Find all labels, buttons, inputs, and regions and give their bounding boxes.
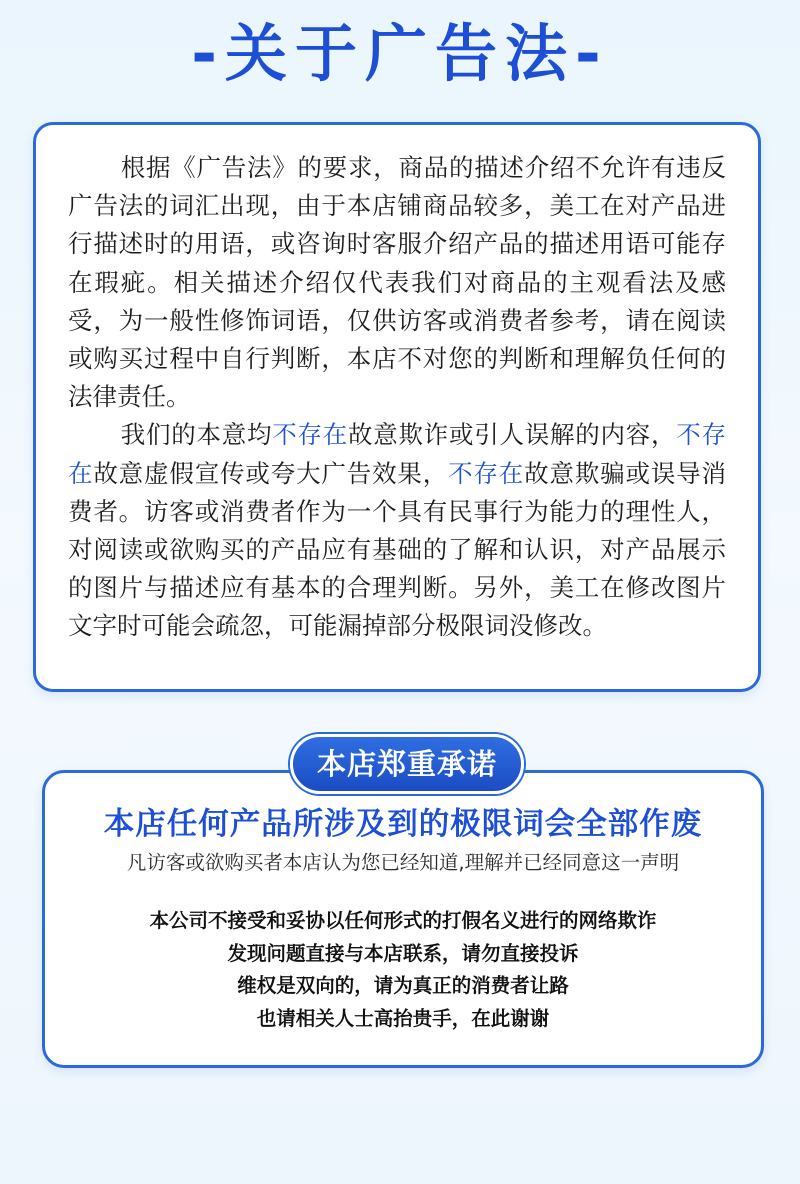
notice-paragraph-1-text: 根据《广告法》的要求，商品的描述介绍不允许有违反广告法的词汇出现，由于本店铺商品较多，美工在对产品进行描述时的用语，或咨询时客服介绍产品的描述用语可能存在瑕疵。相关描述介绍仅代表我们对商品的主观看法及感受，为一般性修饰词语，仅供访客或消费者参考，请在阅读或购买过程中自行判断，本店不对您的判断和理解负任何的法律责任。	[68, 153, 726, 412]
pledge-statement: 发现问题直接与本店联系，请勿直接投诉	[227, 941, 579, 965]
notice-paragraph-2	[68, 416, 726, 645]
notice-paragraph-1	[68, 149, 726, 416]
pledge-statement: 本公司不接受和妥协以任何形式的打假名义进行的网络欺诈	[149, 909, 657, 932]
pledge-statements	[45, 905, 761, 1035]
pledge-card	[42, 770, 764, 1068]
notice-text-segment: 故意虚假宣传或夸大广告效果，	[93, 458, 449, 488]
page-title: -关于广告法-	[191, 17, 609, 90]
notice-card	[33, 122, 761, 692]
pledge-headline: 本店任何产品所涉及到的极限词会全部作废	[103, 807, 703, 842]
highlight-not-exist: 不存在	[272, 420, 348, 450]
pledge-statement: 维权是双向的，请为真正的消费者让路	[237, 974, 569, 997]
highlight-not-exist: 不存在	[448, 458, 525, 488]
notice-text-segment: 我们的本意均	[120, 420, 273, 450]
pledge-subline: 凡访客或欲购买者本店认为您已经知道,理解并已经同意这一声明	[126, 851, 680, 874]
pledge-statement: 也请相关人士高抬贵手，在此谢谢	[256, 1006, 550, 1030]
pledge-badge: 本店郑重承诺	[290, 734, 524, 794]
notice-text-segment: 故意欺诈或引人误解的内容，	[348, 420, 677, 450]
notice-text-segment: 故意欺骗或误导消费者。访客或消费者作为一个具有民事行为能力的理性人，对阅读或欲购买的产品应有基础的了解和认识，对产品展示的图片与描述应有基本的合理判断。另外，美工在修改图片文字时可能会疏忽，可能漏掉部分极限词没修改。	[68, 458, 727, 641]
highlight-not-exist: 不存在	[68, 420, 726, 488]
